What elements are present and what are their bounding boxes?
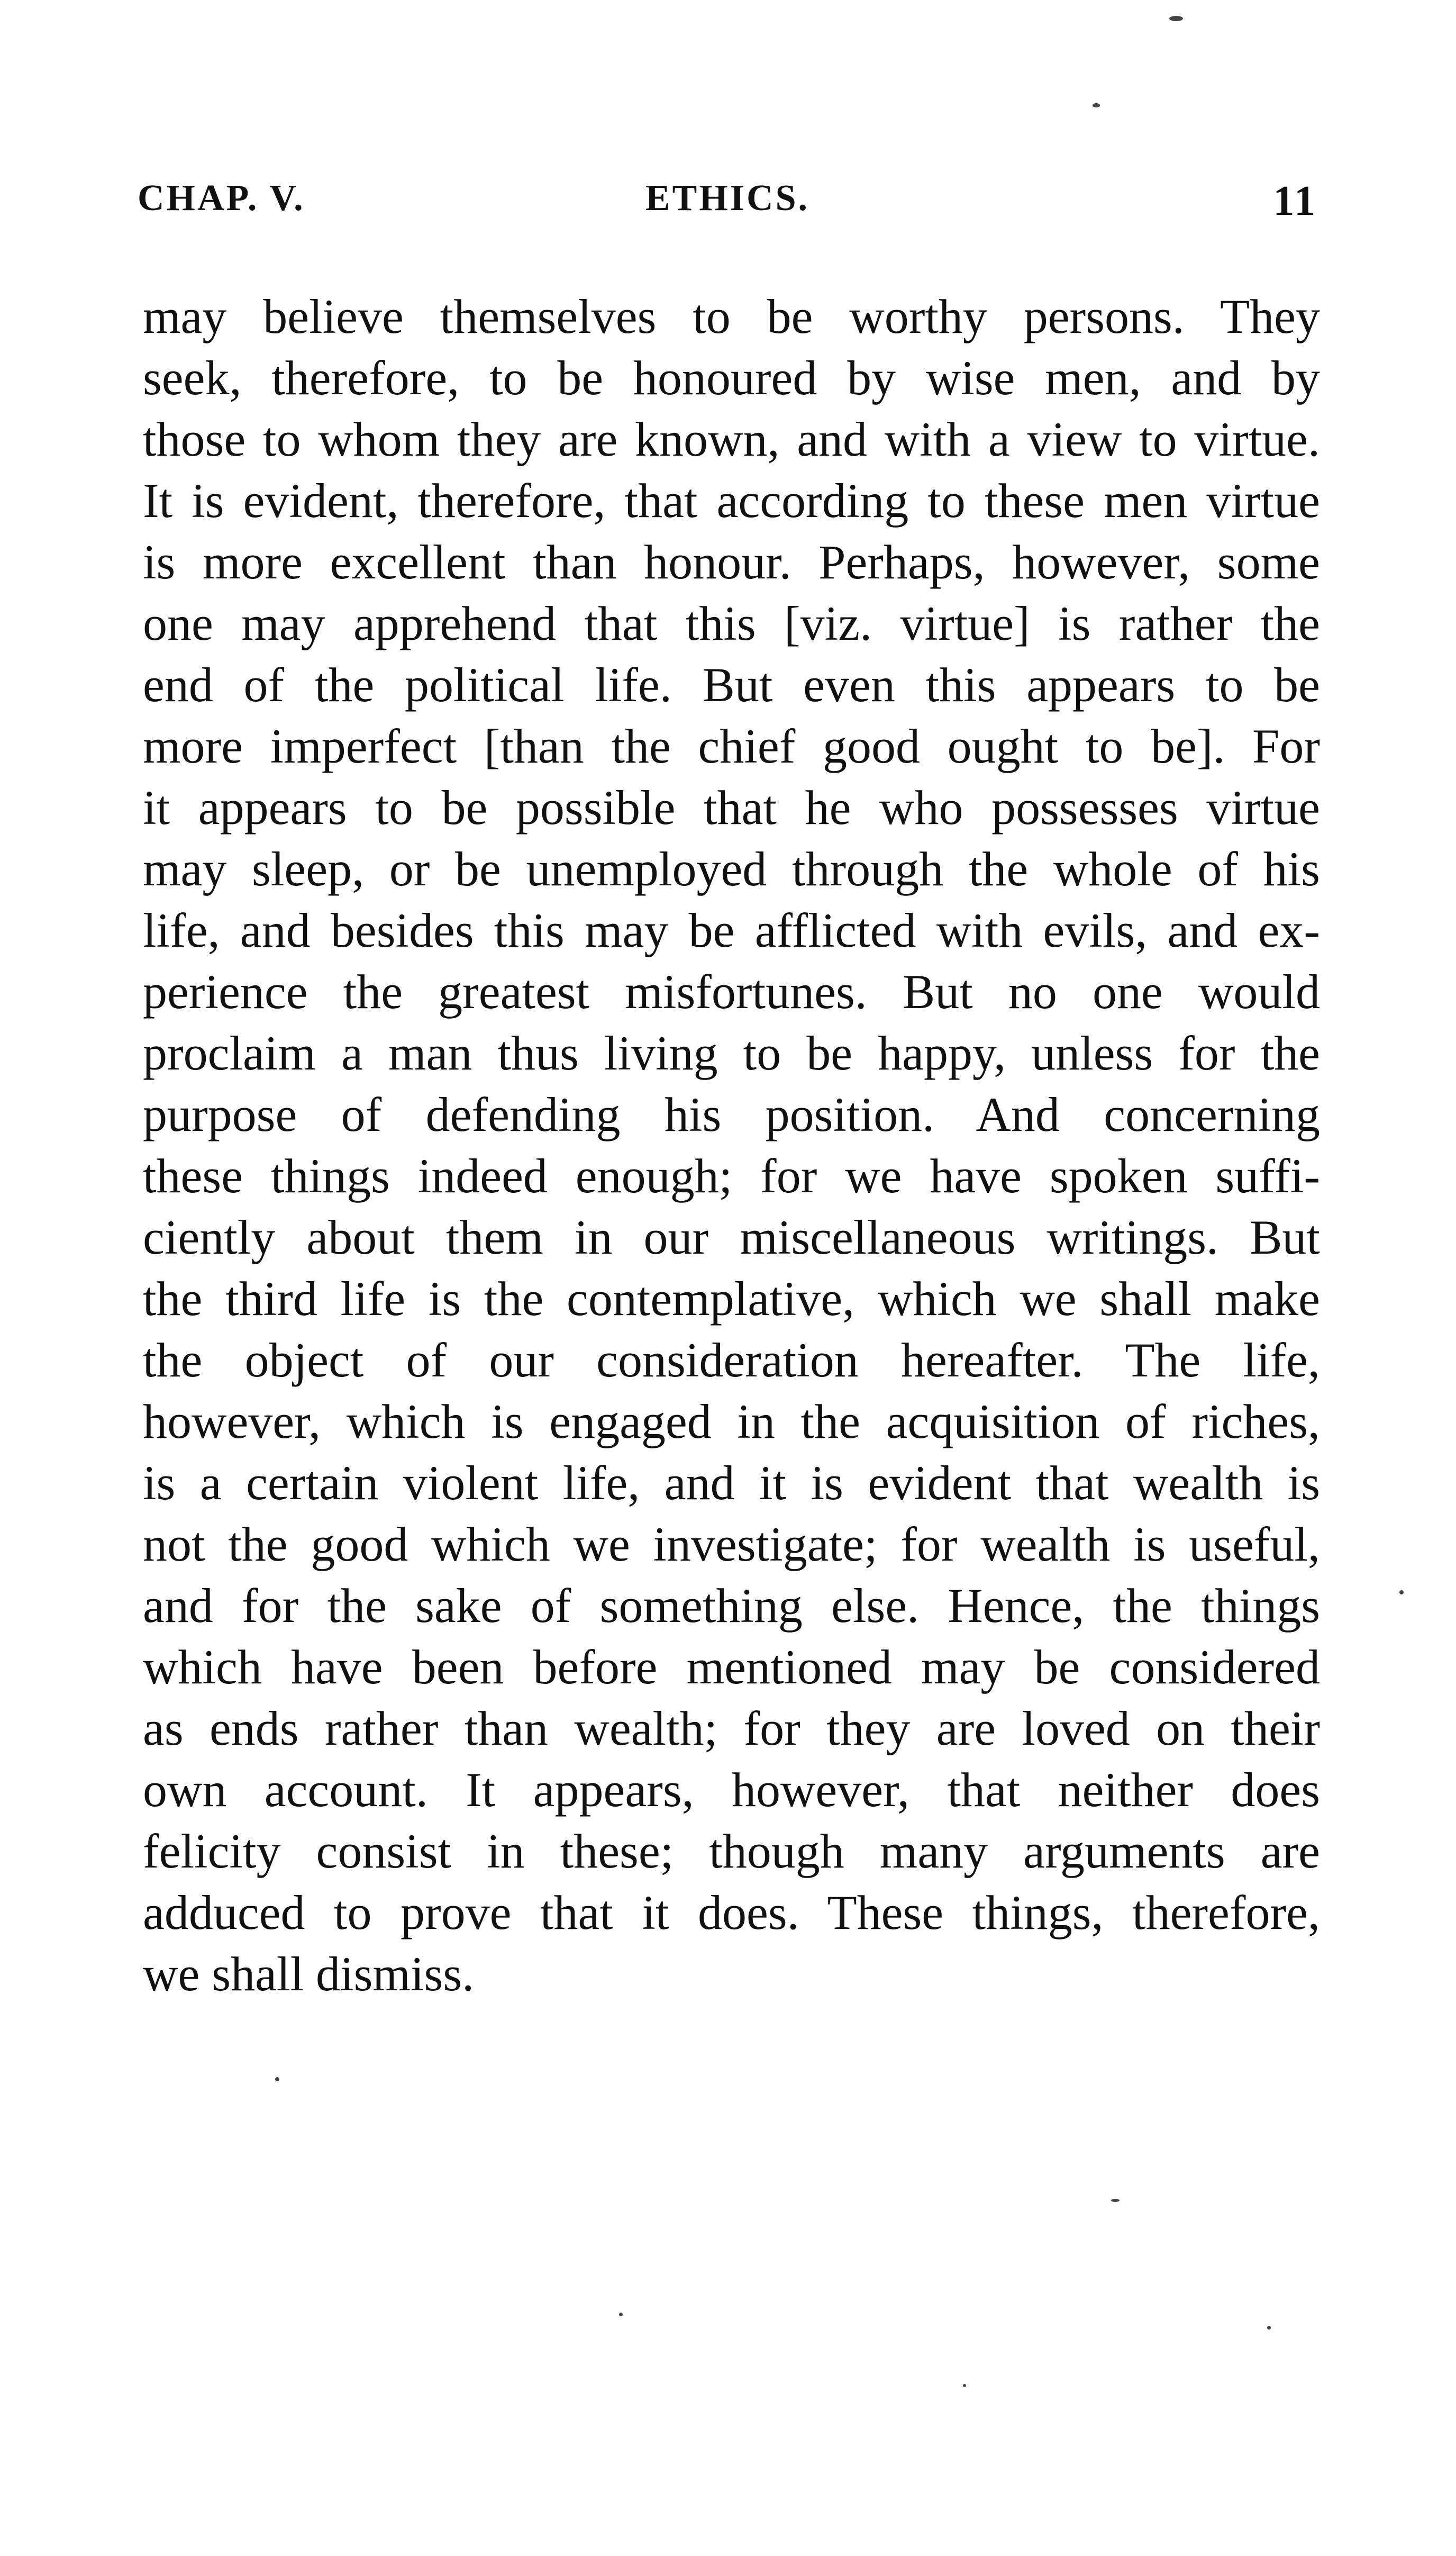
text-line: end of the political life. But even this appears to be	[143, 658, 1320, 712]
text-line: felicity consist in these; though many arguments are	[143, 1824, 1320, 1878]
print-speck	[1093, 103, 1100, 107]
text-line: own account. It appears, however, that neither does	[143, 1763, 1320, 1817]
print-speck	[963, 2384, 966, 2387]
print-speck	[1399, 1590, 1404, 1594]
text-line: ciently about them in our miscellaneous writings. But	[143, 1210, 1320, 1264]
text-line: however, which is engaged in the acquisition of riches,	[143, 1394, 1320, 1448]
text-line: and for the sake of something else. Hence, the things	[143, 1579, 1320, 1633]
text-line: not the good which we investigate; for wealth is useful,	[143, 1517, 1320, 1571]
text-line: those to whom they are known, and with a view to virtue.	[143, 412, 1320, 466]
chapter-label: CHAP. V.	[138, 178, 305, 219]
text-line: purpose of defending his position. And concerning	[143, 1087, 1320, 1141]
section-title: ETHICS.	[645, 178, 810, 219]
text-line: It is evident, therefore, that according to these men virtue	[143, 474, 1320, 528]
page-number: 11	[1273, 178, 1317, 224]
print-speck	[1111, 2199, 1120, 2202]
running-head	[138, 177, 1317, 235]
text-line: which have been before mentioned may be considered	[143, 1640, 1320, 1694]
text-line: life, and besides this may be afflicted with evils, and ex-	[143, 903, 1320, 957]
text-line: one may apprehend that this [viz. virtue] is rather the	[143, 596, 1320, 650]
text-line: is more excellent than honour. Perhaps, however, some	[143, 535, 1320, 589]
text-line: as ends rather than wealth; for they are loved on their	[143, 1701, 1320, 1755]
print-speck	[619, 2313, 623, 2316]
text-line: adduced to prove that it does. These things, therefore,	[143, 1886, 1320, 1939]
print-speck	[1169, 16, 1183, 21]
print-speck	[1267, 2326, 1271, 2330]
text-line: proclaim a man thus living to be happy, unless for the	[143, 1026, 1320, 1080]
text-line: is a certain violent life, and it is evident that wealth is	[143, 1456, 1320, 1510]
text-line: may believe themselves to be worthy persons. They	[143, 289, 1320, 343]
text-line: more imperfect [than the chief good ought to be]. For	[143, 719, 1320, 773]
text-line: we shall dismiss.	[143, 1947, 475, 2001]
text-line: the third life is the contemplative, which we shall make	[143, 1272, 1320, 1326]
text-line: the object of our consideration hereafter. The life,	[143, 1333, 1320, 1387]
text-line: it appears to be possible that he who possesses virtue	[143, 781, 1320, 835]
print-speck	[275, 2077, 279, 2081]
text-line: may sleep, or be unemployed through the whole of his	[143, 842, 1320, 896]
text-line: seek, therefore, to be honoured by wise men, and by	[143, 351, 1320, 405]
text-line: perience the greatest misfortunes. But no one would	[143, 965, 1320, 1019]
text-line: these things indeed enough; for we have spoken suffi-	[143, 1149, 1320, 1203]
body-paragraph	[143, 286, 1320, 2005]
